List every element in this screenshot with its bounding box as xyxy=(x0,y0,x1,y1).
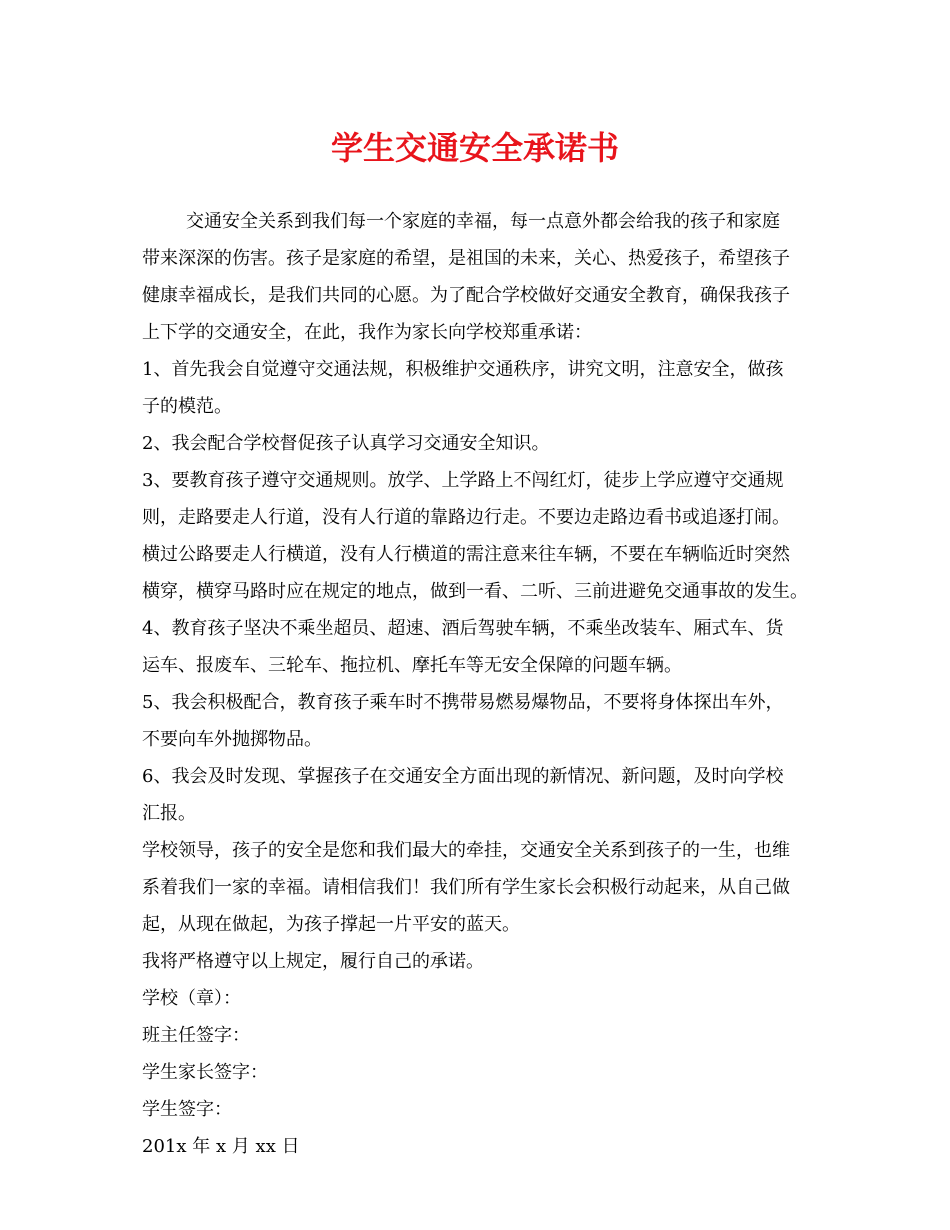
pledge-item-3-line: 横穿，横穿马路时应在规定的地点，做到一看、二听、三前进避免交通事故的发生。 xyxy=(142,581,808,602)
school-seal-label: 学校（章）： xyxy=(142,988,241,1009)
pledge-item-1-line: 子的模范。 xyxy=(142,396,232,417)
pledge-item-1-line: 1、首先我会自觉遵守交通法规，积极维护交通秩序，讲究文明，注意安全，做孩 xyxy=(142,359,784,380)
pledge-item-3-line: 则，走路要走人行道，没有人行道的靠路边行走。不要边走路边看书或追逐打闹。 xyxy=(142,507,790,528)
parent-signature-label: 学生家长签字： xyxy=(142,1062,268,1083)
paragraph-intro-line: 健康幸福成长，是我们共同的心愿。为了配合学校做好交通安全教育，确保我孩子 xyxy=(142,285,790,306)
pledge-item-5-line: 不要向车外抛掷物品。 xyxy=(142,729,322,750)
pledge-item-6-line: 汇报。 xyxy=(142,803,196,824)
document-title: 学生交通安全承诺书 xyxy=(330,129,619,167)
student-signature-label: 学生签字： xyxy=(142,1099,232,1120)
pledge-item-4-line: 4、教育孩子坚决不乘坐超员、超速、酒后驾驶车辆，不乘坐改装车、厢式车、货 xyxy=(142,618,784,639)
paragraph-intro-line: 带来深深的伤害。孩子是家庭的希望，是祖国的未来，关心、热爱孩子，希望孩子 xyxy=(142,248,790,269)
pledge-item-3-line: 横过公路要走人行横道，没有人行横道的需注意来往车辆，不要在车辆临近时突然 xyxy=(142,544,790,565)
commitment-statement: 我将严格遵守以上规定，履行自己的承诺。 xyxy=(142,951,484,972)
closing-paragraph-line: 系着我们一家的幸福。请相信我们！我们所有学生家长会积极行动起来，从自己做 xyxy=(142,877,790,898)
closing-paragraph-line: 学校领导，孩子的安全是您和我们最大的牵挂，交通安全关系到孩子的一生，也维 xyxy=(142,840,790,861)
pledge-item-3-line: 3、要教育孩子遵守交通规则。放学、上学路上不闯红灯，徒步上学应遵守交通规 xyxy=(142,470,784,491)
date-line: 201x 年 x 月 xx 日 xyxy=(142,1136,300,1157)
pledge-item-5-line: 5、我会积极配合，教育孩子乘车时不携带易燃易爆物品，不要将身体探出车外， xyxy=(142,692,784,713)
closing-paragraph-line: 起，从现在做起，为孩子撑起一片平安的蓝天。 xyxy=(142,914,520,935)
teacher-signature-label: 班主任签字： xyxy=(142,1025,250,1046)
pledge-item-4-line: 运车、报废车、三轮车、拖拉机、摩托车等无安全保障的问题车辆。 xyxy=(142,655,682,676)
pledge-item-6-line: 6、我会及时发现、掌握孩子在交通安全方面出现的新情况、新问题，及时向学校 xyxy=(142,766,784,787)
pledge-item-2-line: 2、我会配合学校督促孩子认真学习交通安全知识。 xyxy=(142,433,550,454)
paragraph-intro-line: 交通安全关系到我们每一个家庭的幸福，每一点意外都会给我的孩子和家庭 xyxy=(186,211,780,232)
document-body xyxy=(142,203,822,1165)
paragraph-intro-line: 上下学的交通安全，在此，我作为家长向学校郑重承诺： xyxy=(142,322,592,343)
